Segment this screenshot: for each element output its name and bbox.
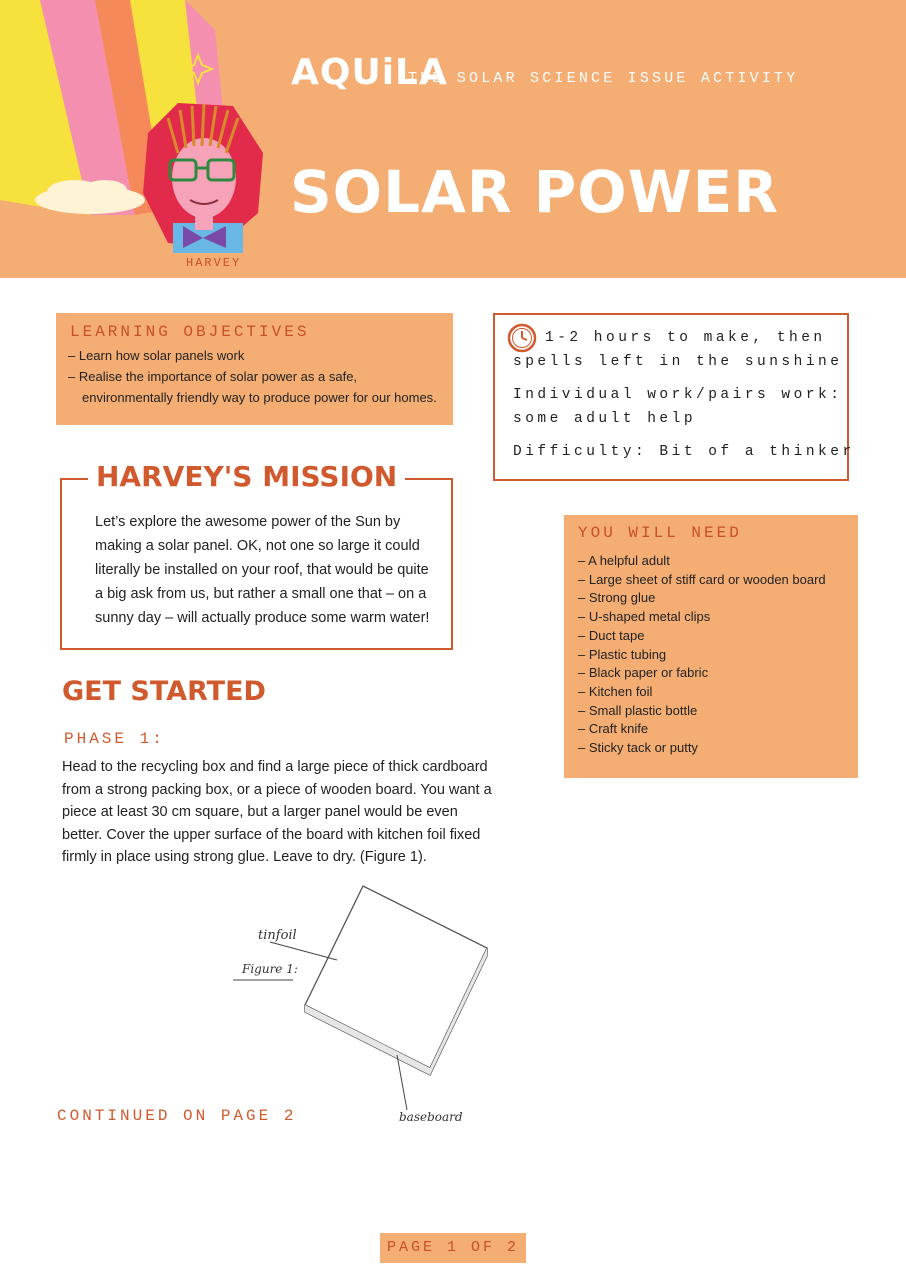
page-number: PAGE 1 OF 2 xyxy=(386,1239,520,1256)
list-item: – A helpful adult xyxy=(578,553,670,568)
list-item: – Sticky tack or putty xyxy=(578,740,698,756)
figure-label-tinfoil: tinfoil xyxy=(258,928,297,943)
list-item: – Kitchen foil xyxy=(578,683,653,699)
list-item: – Craft knife xyxy=(578,721,649,737)
header-banner xyxy=(0,0,906,278)
continued-note: CONTINUED ON PAGE 2 xyxy=(57,1107,297,1125)
phase-text: Head to the recycling box and find a large piece of thick cardboard from a strong packing box, or a piece of wooden board. You want a piece at least 30 cm square, but a larger panel would be even better. Cover the upper surface of the board with kitchen foil fixed firmly in place using strong glue. Leave to dry. (Figure 1). xyxy=(62,759,492,866)
brand-logo: AQUiLA xyxy=(291,52,448,93)
character-name: HARVEY xyxy=(186,256,242,270)
time-estimate-line1: 1-2 hours to make, then xyxy=(545,330,826,346)
learning-objectives-list xyxy=(68,345,448,408)
mission-heading-wrap xyxy=(88,460,405,493)
list-item: – Small plastic bottle xyxy=(578,702,698,718)
difficulty-line: Difficulty: Bit of a thinker xyxy=(513,444,855,460)
list-item: – Strong glue xyxy=(578,590,656,606)
figure-1-sketch xyxy=(225,880,500,1130)
list-item: – Duct tape xyxy=(578,627,645,643)
you-will-need-heading: YOU WILL NEED xyxy=(578,524,742,542)
issue-subtitle: THE SOLAR SCIENCE ISSUE ACTIVITY xyxy=(408,70,799,87)
list-item: – Large sheet of stiff card or wooden board xyxy=(578,571,826,587)
work-type-line2: some adult help xyxy=(513,411,697,427)
get-started-heading: GET STARTED xyxy=(62,676,266,707)
learning-objectives-heading: LEARNING OBJECTIVES xyxy=(70,323,310,341)
time-estimate-line2: spells left in the sunshine xyxy=(513,354,843,370)
phase-heading: PHASE 1: xyxy=(64,730,165,748)
clock-icon xyxy=(507,323,537,353)
list-item: – Learn how solar panels work xyxy=(68,348,245,363)
mission-heading: HARVEY'S MISSION xyxy=(96,460,398,493)
list-item: – U-shaped metal clips xyxy=(578,609,711,625)
harvey-avatar xyxy=(138,98,268,258)
mission-text: Let’s explore the awesome power of the Sun by making a solar panel. OK, not one so large it could literally be installed on your roof, that would be quite a big ask from us, but rather a small one that – on a sunny day – will actually produce some warm water! xyxy=(95,514,430,626)
page-title: SOLAR POWER xyxy=(290,158,779,226)
figure-label-baseboard: baseboard xyxy=(399,1110,463,1124)
list-item: – Realise the importance of solar power as a safe, environmentally friendly way to produce power for our homes. xyxy=(68,369,437,405)
list-item: – Plastic tubing xyxy=(578,646,667,662)
figure-label-figure: Figure 1: xyxy=(242,962,298,976)
work-type-line1: Individual work/pairs work: xyxy=(513,387,843,403)
list-item: – Black paper or fabric xyxy=(578,665,709,681)
you-will-need-list xyxy=(578,552,850,758)
